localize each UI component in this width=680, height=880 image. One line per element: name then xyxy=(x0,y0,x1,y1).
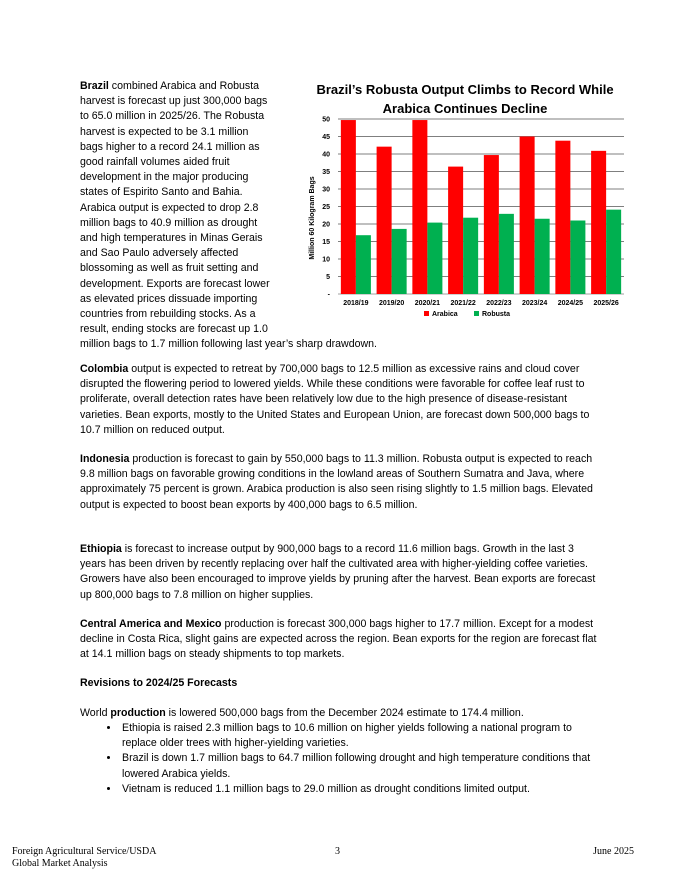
bar-robusta xyxy=(463,218,478,294)
bar-robusta xyxy=(606,210,621,294)
bar-arabica xyxy=(520,137,535,295)
chart-title-line2: Arabica Continues Decline xyxy=(382,101,548,116)
legend-label-robusta: Robusta xyxy=(482,311,510,318)
brazil-line: to 65.0 million in 2025/26. The Robusta xyxy=(80,110,265,123)
chart-y-tick-label: 45 xyxy=(322,134,330,141)
chart-y-tick-label: 50 xyxy=(322,116,330,124)
revisions-bullet-list xyxy=(80,721,600,797)
ethiopia-text: is forecast to increase output by 900,000 bags to a record 11.6 million bags. Growth in the last 3 years has been driven by recently replacing over half the cultivated area with higher-yielding coffee varieties. Growers have also been encouraged to improve yields by pruning after the harvest. Bean exports are forecast up 800,000 bags to 7.8 million on higher supplies. xyxy=(80,543,596,601)
central-america-lead: Central America and Mexico xyxy=(80,618,222,630)
chart-x-tick-label: 2023/24 xyxy=(521,300,548,307)
revision-bullet-brazil: • Brazil is down 1.7 million bags to 64.7 million following drought and high temperature conditions that lowered Arabica yields. xyxy=(120,751,600,781)
chart-x-tick-label: 2020/21 xyxy=(414,300,441,307)
brazil-output-chart xyxy=(302,80,632,320)
colombia-paragraph xyxy=(80,362,600,438)
brazil-line: as elevated prices dissuade importing xyxy=(80,292,258,305)
chart-x-tick-label: 2022/23 xyxy=(486,300,512,307)
central-america-paragraph xyxy=(80,617,600,663)
legend-swatch-robusta xyxy=(474,311,479,316)
chart-bars xyxy=(341,120,621,294)
brazil-line: Arabica output is expected to drop 2.8 xyxy=(80,201,259,214)
bar-robusta xyxy=(499,214,514,294)
brazil-line: and high temperatures in Minas Gerais xyxy=(80,232,263,245)
ethiopia-lead: Ethiopia xyxy=(80,543,122,555)
brazil-line: million bags to 1.7 million following last year’s sharp drawdown. xyxy=(80,338,377,351)
brazil-line: result, ending stocks are forecast up 1.0 xyxy=(80,323,268,336)
bar-arabica xyxy=(377,147,392,294)
bar-robusta xyxy=(535,219,550,294)
bar-robusta xyxy=(427,223,442,294)
brazil-line: good rainfall volumes aided fruit xyxy=(80,156,230,169)
brazil-line: and Sao Paulo adversely affected xyxy=(80,247,239,260)
brazil-line: countries from rebuilding stocks. As a xyxy=(80,308,256,321)
brazil-line: development in the major producing xyxy=(80,171,249,184)
chart-y-tick-label: 20 xyxy=(322,221,330,229)
central-america-text: production is forecast 300,000 bags higher to 17.7 million. Except for a modest decline in Costa Rica, slight gains are expected across the region. Bean exports for the region are forecast flat at 14.1 million bags on steady shipments to top markets. xyxy=(80,618,597,661)
bar-arabica xyxy=(555,141,570,294)
revision-bullet-vietnam: • Vietnam is reduced 1.1 million bags to 29.0 million as drought conditions limited output. xyxy=(120,782,600,797)
bar-arabica xyxy=(341,120,356,294)
bar-arabica xyxy=(412,120,427,294)
colombia-lead: Colombia xyxy=(80,363,129,375)
brazil-line: harvest is expected to be 3.1 million xyxy=(80,125,249,138)
chart-y-tick-label: 30 xyxy=(322,186,330,194)
indonesia-text: production is forecast to gain by 550,000 bags to 11.3 million. Robusta output is expected to reach 9.8 million bags on favorable growing conditions in the lowland areas of Southern Sumatra and Java, where approximately 75 percent is grown. Arabica production is also seen rising slightly to 1.5 million bags. Elevated output is expected to boost bean exports by 400,000 bags to 6.5 million. xyxy=(80,453,593,511)
chart-x-tick-label: 2018/19 xyxy=(343,300,369,307)
chart-x-ticks xyxy=(343,300,619,307)
footer-date: June 2025 xyxy=(593,846,634,857)
chart-y-tick-label: 5 xyxy=(326,274,330,281)
revision-bullet-ethiopia: • Ethiopia is raised 2.3 million bags to 10.6 million on higher yields following a national program to replace older trees with higher-yielding varieties. xyxy=(120,721,600,751)
brazil-line: million bags to 40.9 million as drought xyxy=(80,216,258,229)
chart-y-tick-label: - xyxy=(327,291,330,299)
brazil-line: blossoming as well as fruit setting and xyxy=(80,262,259,275)
chart-x-tick-label: 2024/25 xyxy=(557,300,584,307)
brazil-line: states of Espirito Santo and Bahia. xyxy=(80,186,243,199)
revisions-heading: Revisions to 2024/25 Forecasts xyxy=(80,677,238,689)
chart-y-tick-label: 35 xyxy=(322,169,330,176)
bar-arabica xyxy=(484,155,499,294)
indonesia-paragraph xyxy=(80,452,600,513)
chart-legend xyxy=(424,311,510,318)
legend-label-arabica: Arabica xyxy=(432,311,458,318)
bar-robusta xyxy=(392,229,407,294)
chart-x-tick-label: 2021/22 xyxy=(450,300,476,307)
chart-title-line1: Brazil’s Robusta Output Climbs to Record While xyxy=(316,82,614,97)
bar-robusta xyxy=(570,221,585,295)
world-production-paragraph: World production is lowered 500,000 bags from the December 2024 estimate to 174.4 million. xyxy=(80,707,524,719)
ethiopia-paragraph xyxy=(80,542,600,603)
brazil-line: development. Exports are forecast lower xyxy=(80,277,270,290)
brazil-line: harvest is forecast up just 300,000 bags xyxy=(80,95,268,108)
chart-y-tick-label: 25 xyxy=(322,204,330,211)
chart-y-tick-label: 40 xyxy=(322,151,330,159)
bar-robusta xyxy=(356,235,371,294)
brazil-lead: Brazil xyxy=(80,80,109,92)
chart-y-ticks xyxy=(322,117,330,299)
legend-swatch-arabica xyxy=(424,311,429,316)
footer-division: Global Market Analysis xyxy=(12,858,108,869)
bar-arabica xyxy=(591,151,606,294)
chart-y-tick-label: 10 xyxy=(322,256,330,264)
colombia-text: output is expected to retreat by 700,000 bags to 12.5 million as excessive rains and cloud cover disrupted the flowering period to lowered yields. While these conditions were favorable for coffee leaf rust to proliferate, overall detection rates have been relatively low due to the high presence of disease-resistant varieties. Bean exports, mostly to the United States and European Union, are forecast down 500,000 bags to 10.7 million on reduced output. xyxy=(80,363,590,436)
footer-page-number: 3 xyxy=(335,846,340,857)
chart-y-tick-label: 15 xyxy=(322,239,330,246)
chart-y-axis-label: Million 60 Kilogram Bags xyxy=(309,176,316,260)
brazil-line-0: Brazil combined Arabica and Robusta xyxy=(80,80,260,92)
chart-x-tick-label: 2025/26 xyxy=(593,300,619,307)
footer-left xyxy=(12,846,156,870)
footer-agency: Foreign Agricultural Service/USDA xyxy=(12,846,157,857)
brazil-line: bags higher to a record 24.1 million as xyxy=(80,140,260,153)
production-bold: production xyxy=(110,707,166,719)
bar-arabica xyxy=(448,167,463,294)
chart-x-tick-label: 2019/20 xyxy=(378,300,405,307)
indonesia-lead: Indonesia xyxy=(80,453,130,465)
